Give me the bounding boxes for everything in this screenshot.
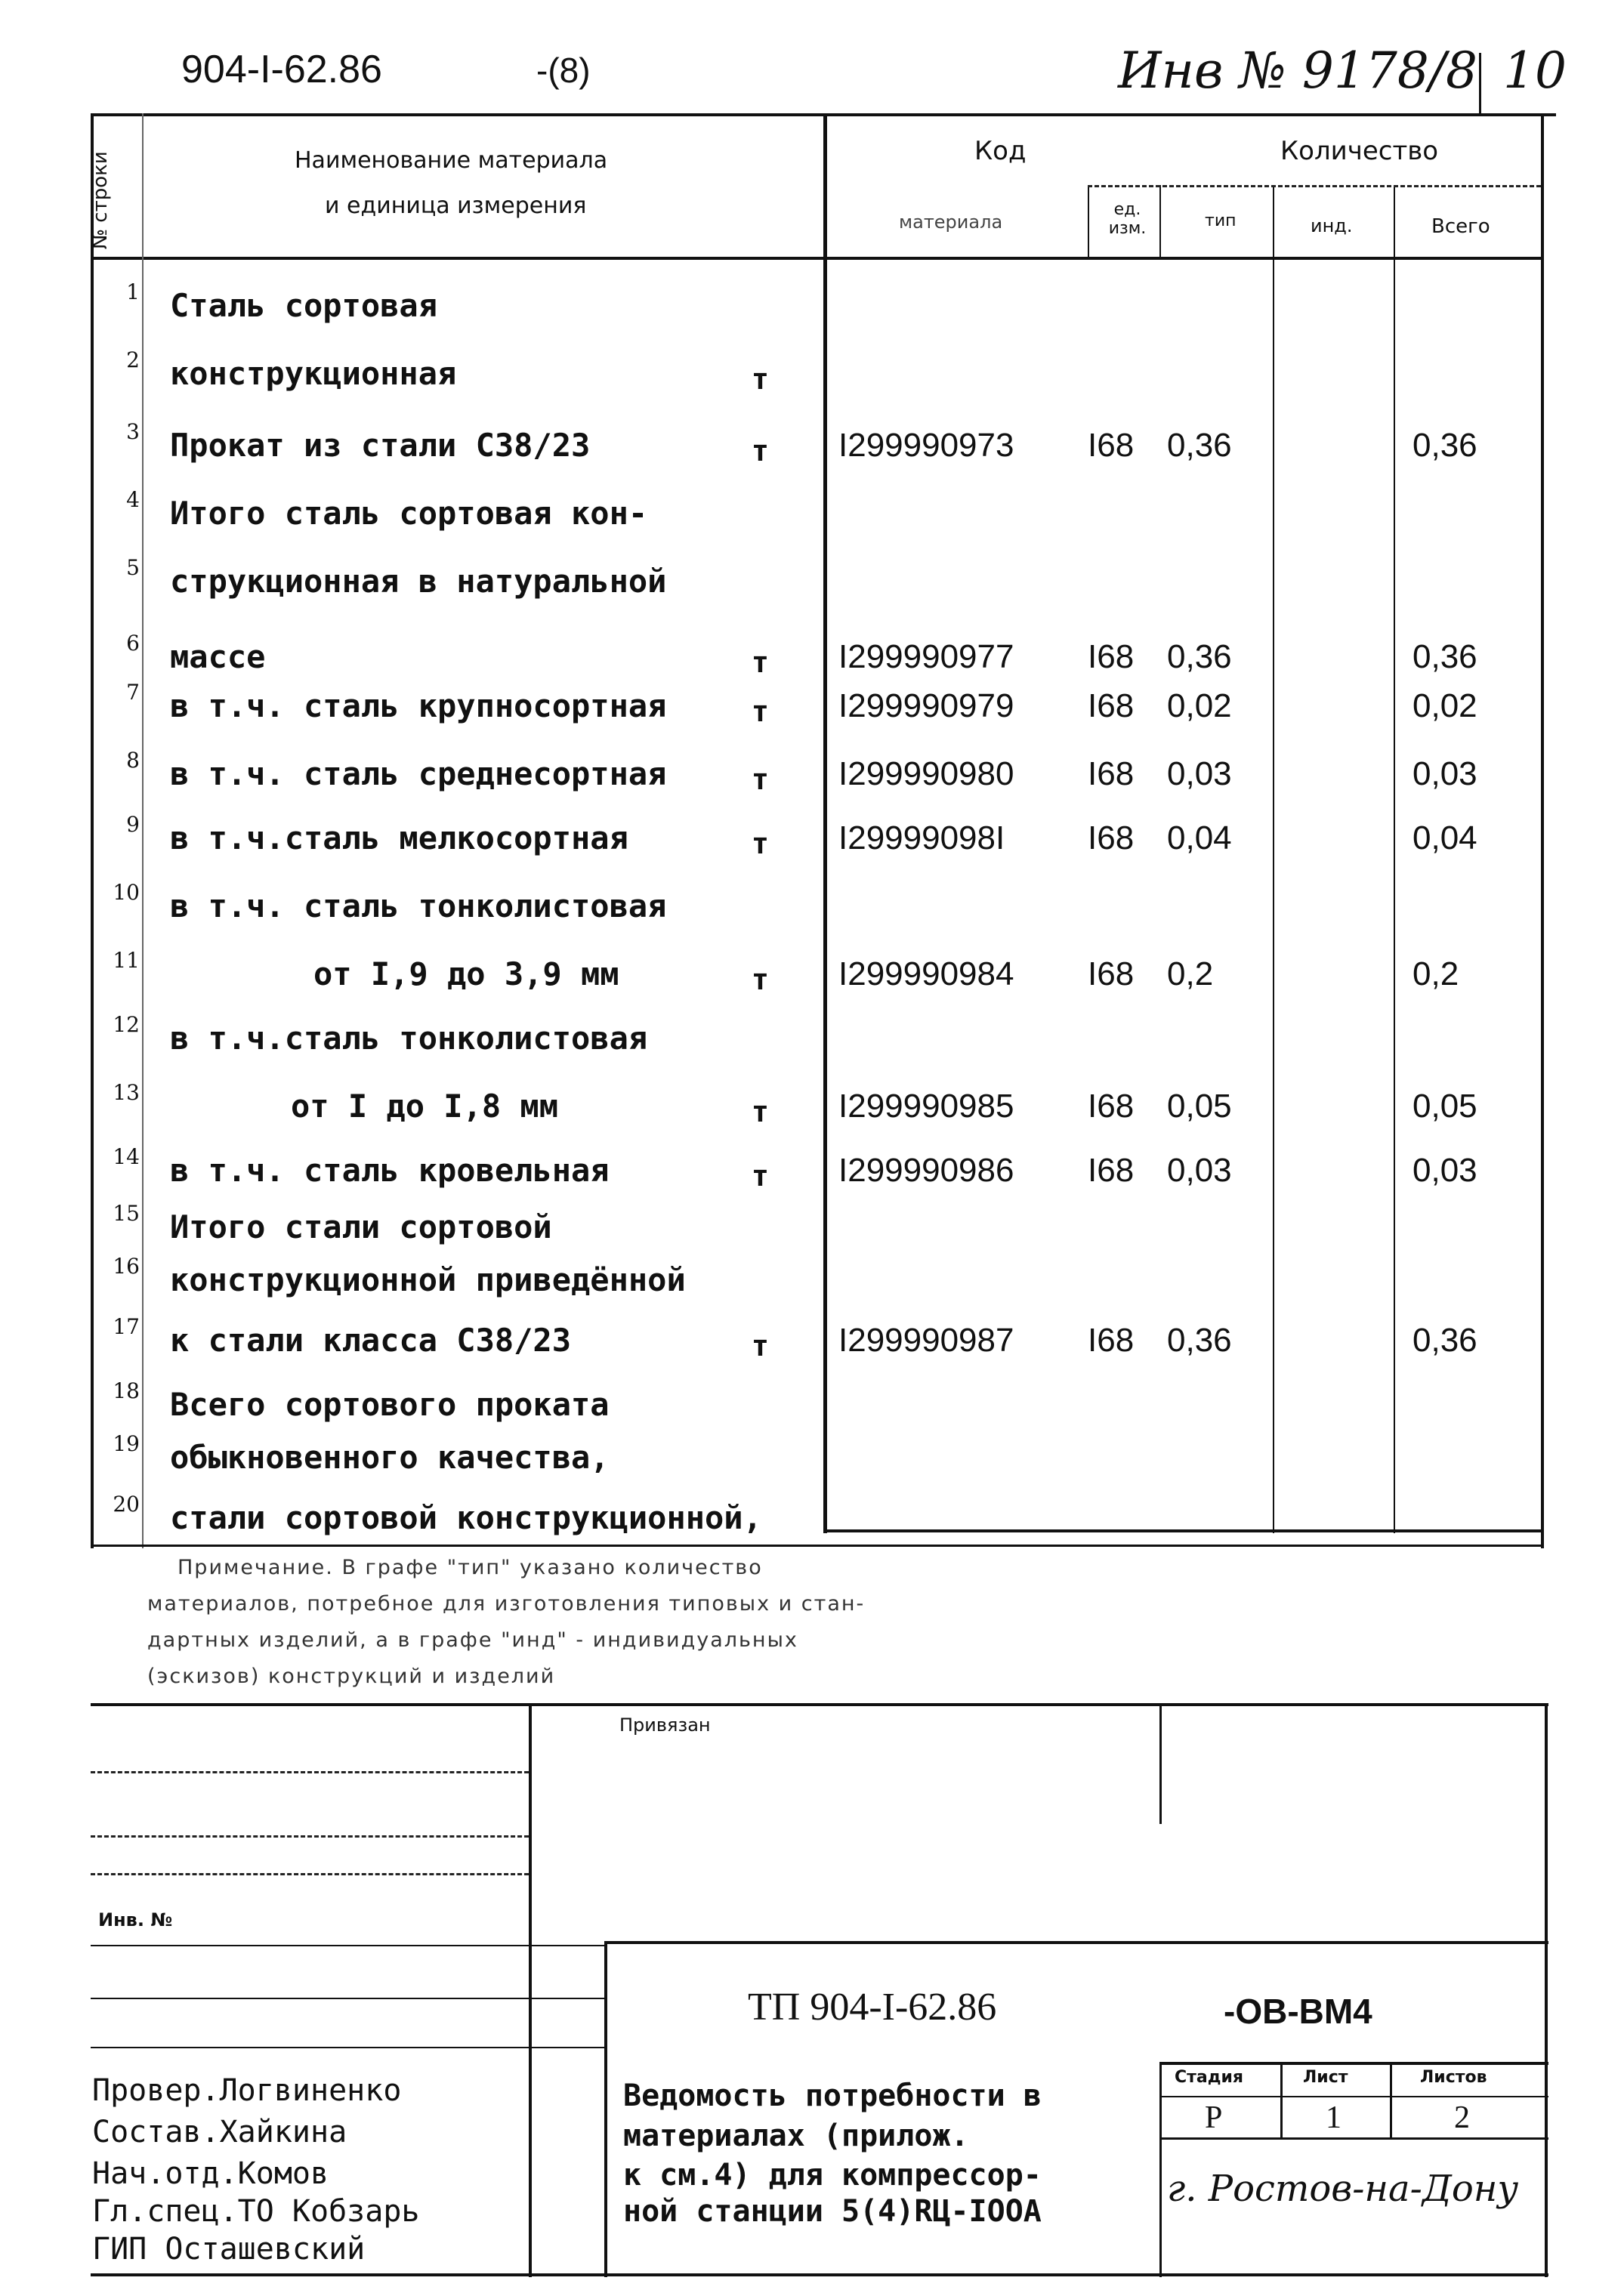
row-material-name: стали сортовой конструкционной, bbox=[170, 1499, 762, 1536]
row-unit: т bbox=[752, 434, 769, 468]
row-number: 12 bbox=[113, 1012, 140, 1037]
row-qty-total: 0,03 bbox=[1413, 755, 1477, 792]
signature-compiled: Состав.Хайкина bbox=[92, 2115, 347, 2149]
row-number: 9 bbox=[126, 812, 140, 837]
row-material-name: в т.ч. сталь кровельная bbox=[170, 1152, 610, 1189]
row-unit: т bbox=[752, 646, 769, 679]
row-material-name: в т.ч. сталь тонколистовая bbox=[170, 887, 667, 924]
row-material-code: I299990980 bbox=[838, 755, 1014, 792]
row-qty-tip: 0,04 bbox=[1167, 819, 1232, 856]
row-unit-code: I68 bbox=[1088, 955, 1135, 992]
row-material-name: массе bbox=[170, 638, 266, 675]
row-number: 5 bbox=[126, 555, 140, 580]
row-qty-tip: 0,2 bbox=[1167, 955, 1214, 992]
row-unit-code: I68 bbox=[1088, 638, 1135, 675]
row-material-name: от I,9 до 3,9 мм bbox=[313, 955, 619, 992]
row-material-code: I29999098I bbox=[838, 819, 1005, 856]
row-qty-total: 0,02 bbox=[1413, 687, 1477, 724]
header-qty-tip: тип bbox=[1205, 211, 1237, 230]
row-qty-total: 0,2 bbox=[1413, 955, 1459, 992]
row-unit: т bbox=[752, 827, 769, 860]
inventory-no-label: Инв. № bbox=[98, 1909, 173, 1930]
row-qty-total: 0,05 bbox=[1413, 1088, 1477, 1125]
row-number: 10 bbox=[113, 880, 140, 905]
row-qty-tip: 0,03 bbox=[1167, 755, 1232, 792]
row-unit: т bbox=[752, 363, 769, 396]
header-name-line2: и единица измерения bbox=[325, 193, 587, 219]
sheets-label: Листов bbox=[1420, 2068, 1487, 2087]
row-qty-tip: 0,03 bbox=[1167, 1152, 1232, 1189]
row-unit-code: I68 bbox=[1088, 1152, 1135, 1189]
row-qty-total: 0,36 bbox=[1413, 1322, 1477, 1359]
row-unit: т bbox=[752, 1095, 769, 1128]
row-unit-code: I68 bbox=[1088, 755, 1135, 792]
row-qty-tip: 0,36 bbox=[1167, 1322, 1232, 1359]
header-code: Код bbox=[974, 136, 1027, 166]
description-line-3: к см.4) для компрессор- bbox=[623, 2158, 1042, 2193]
row-number: 14 bbox=[113, 1144, 140, 1169]
row-material-code: I299990979 bbox=[838, 687, 1014, 724]
row-material-name: к стали класса С38/23 bbox=[170, 1322, 572, 1359]
row-number: 15 bbox=[113, 1201, 140, 1226]
sheet-label: Лист bbox=[1303, 2068, 1348, 2087]
signature-checked: Провер.Логвиненко bbox=[92, 2073, 402, 2108]
row-number: 16 bbox=[113, 1254, 140, 1279]
signature-gip: ГИП Осташевский bbox=[92, 2232, 366, 2267]
header-row-number: № строки bbox=[89, 151, 112, 249]
row-qty-total: 0,03 bbox=[1413, 1152, 1477, 1189]
row-unit-code: I68 bbox=[1088, 687, 1135, 724]
row-qty-tip: 0,05 bbox=[1167, 1088, 1232, 1125]
row-material-code: I299990977 bbox=[838, 638, 1014, 675]
row-material-name: в т.ч. сталь среднесортная bbox=[170, 755, 667, 792]
row-number: 11 bbox=[113, 948, 140, 973]
note-line-2: материалов, потребное для изготовления типовых и стан- bbox=[147, 1592, 866, 1616]
signature-chief-specialist: Гл.спец.ТО Кобзарь bbox=[92, 2194, 420, 2229]
description-line-4: ной станции 5(4)RЦ-IOOA bbox=[623, 2194, 1042, 2229]
page-paren: -(8) bbox=[536, 51, 591, 90]
header-code-material: материала bbox=[899, 211, 1003, 233]
sheets-value: 2 bbox=[1454, 2100, 1470, 2135]
row-number: 2 bbox=[126, 347, 140, 372]
header-name-line1: Наименование материала bbox=[295, 147, 608, 174]
row-unit: т bbox=[752, 763, 769, 796]
row-material-code: I299990986 bbox=[838, 1152, 1014, 1189]
row-unit-code: I68 bbox=[1088, 819, 1135, 856]
privyazan-label: Привязан bbox=[619, 1714, 711, 1736]
row-unit: т bbox=[752, 1329, 769, 1363]
row-material-name: в т.ч.сталь тонколистовая bbox=[170, 1020, 648, 1057]
header-code-unit: ед. изм. bbox=[1108, 200, 1147, 238]
row-unit-code: I68 bbox=[1088, 427, 1135, 464]
row-unit-code: I68 bbox=[1088, 1088, 1135, 1125]
header-quantity: Количество bbox=[1280, 136, 1439, 166]
row-number: 7 bbox=[126, 680, 140, 705]
stamp-document-title: ТП 904-I-62.86 bbox=[748, 1986, 997, 2029]
sheet-value: 1 bbox=[1326, 2100, 1341, 2135]
row-material-name: конструкционная bbox=[170, 355, 457, 392]
row-material-name: Прокат из стали С38/23 bbox=[170, 427, 591, 464]
row-qty-tip: 0,36 bbox=[1167, 638, 1232, 675]
row-material-name: обыкновенного качества, bbox=[170, 1439, 610, 1476]
row-material-name: Всего сортового проката bbox=[170, 1386, 610, 1423]
row-material-name: в т.ч.сталь мелкосортная bbox=[170, 819, 628, 856]
row-number: 6 bbox=[126, 631, 140, 656]
note-line-3: дартных изделий, а в графе "инд" - индивидуальных bbox=[147, 1628, 798, 1652]
row-number: 19 bbox=[113, 1431, 140, 1456]
row-material-name: Сталь сортовая bbox=[170, 287, 438, 324]
city-label: г. Ростов-на-Дону bbox=[1167, 2168, 1519, 2210]
row-qty-tip: 0,36 bbox=[1167, 427, 1232, 464]
row-material-name: конструкционной приведённой bbox=[170, 1261, 686, 1298]
row-number: 4 bbox=[126, 487, 140, 512]
stage-label: Стадия bbox=[1175, 2068, 1244, 2087]
row-unit: т bbox=[752, 1159, 769, 1193]
row-qty-total: 0,04 bbox=[1413, 819, 1477, 856]
row-unit: т bbox=[752, 695, 769, 728]
row-qty-tip: 0,02 bbox=[1167, 687, 1232, 724]
row-number: 17 bbox=[113, 1314, 140, 1339]
row-material-name: в т.ч. сталь крупносортная bbox=[170, 687, 667, 724]
row-material-code: I299990987 bbox=[838, 1322, 1014, 1359]
note-line-4: (эскизов) конструкций и изделий bbox=[147, 1665, 556, 1688]
row-unit: т bbox=[752, 963, 769, 996]
header-qty-total: Всего bbox=[1431, 215, 1490, 238]
description-line-2: материалах (прилож. bbox=[623, 2119, 969, 2153]
doc-code: 904-I-62.86 bbox=[181, 48, 382, 91]
row-number: 18 bbox=[113, 1378, 140, 1403]
row-number: 13 bbox=[113, 1080, 140, 1105]
row-material-code: I299990984 bbox=[838, 955, 1014, 992]
row-unit-code: I68 bbox=[1088, 1322, 1135, 1359]
row-material-name: Итого стали сортовой bbox=[170, 1208, 552, 1245]
inventory-number: Инв № 9178/8 bbox=[1118, 42, 1478, 100]
row-qty-total: 0,36 bbox=[1413, 638, 1477, 675]
description-line-1: Ведомость потребности в bbox=[623, 2079, 1042, 2113]
signature-dept-head: Нач.отд.Комов bbox=[92, 2156, 329, 2191]
row-number: 20 bbox=[113, 1492, 140, 1517]
row-material-name: струкционная в натуральной bbox=[170, 563, 667, 600]
row-number: 8 bbox=[126, 748, 140, 773]
row-material-name: от I до I,8 мм bbox=[291, 1088, 559, 1125]
row-number: 1 bbox=[126, 279, 140, 304]
row-material-code: I299990985 bbox=[838, 1088, 1014, 1125]
header-qty-ind: инд. bbox=[1311, 215, 1353, 236]
note-line-1: Примечание. В графе "тип" указано количество bbox=[178, 1556, 763, 1579]
stage-value: Р bbox=[1205, 2100, 1223, 2135]
row-material-name: Итого сталь сортовая кон- bbox=[170, 495, 648, 532]
row-qty-total: 0,36 bbox=[1413, 427, 1477, 464]
sheet-number-top: 10 bbox=[1503, 42, 1567, 100]
stamp-document-suffix: -ОВ-ВМ4 bbox=[1224, 1992, 1372, 2031]
row-number: 3 bbox=[126, 419, 140, 444]
row-material-code: I299990973 bbox=[838, 427, 1014, 464]
